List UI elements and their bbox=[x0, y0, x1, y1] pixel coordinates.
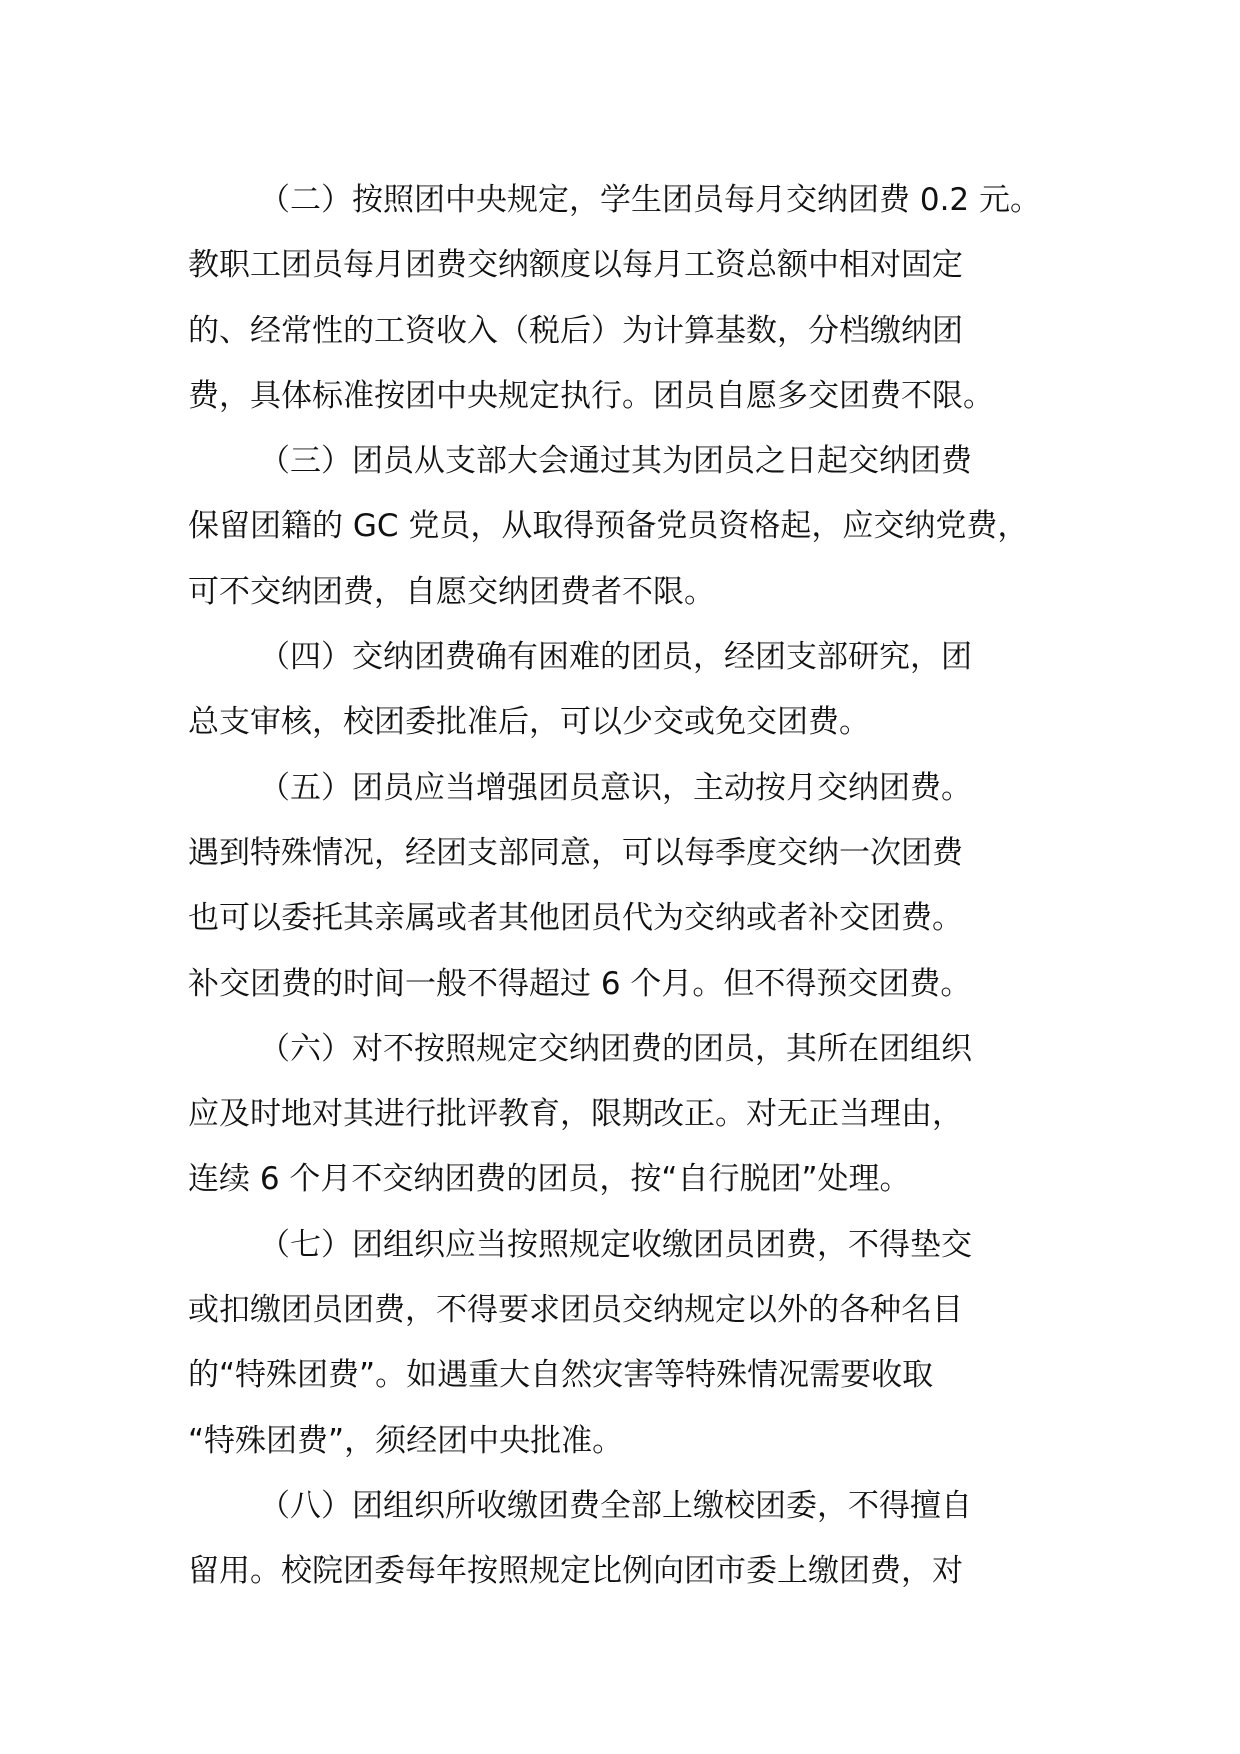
text-line: （七）团组织应当按照规定收缴团员团费，不得垫交 bbox=[259, 1226, 972, 1263]
text-line: 遇到特殊情况，经团支部同意，可以每季度交纳一次团费 bbox=[188, 834, 963, 871]
text-line: “特殊团费”，须经团中央批准。 bbox=[188, 1422, 624, 1459]
text-line: （五）团员应当增强团员意识，主动按月交纳团费。 bbox=[259, 769, 972, 806]
text-line: 的“特殊团费”。如遇重大自然灾害等特殊情况需要收取 bbox=[188, 1357, 934, 1394]
text-line: （六）对不按照规定交纳团费的团员，其所在团组织 bbox=[259, 1030, 972, 1067]
text-line: 的、经常性的工资收入（税后）为计算基数，分档缴纳团 bbox=[188, 312, 963, 349]
text-line: 费，具体标准按团中央规定执行。团员自愿多交团费不限。 bbox=[188, 377, 994, 414]
text-line: （二）按照团中央规定，学生团员每月交纳团费 0.2 元。 bbox=[259, 182, 1042, 218]
body-text bbox=[188, 168, 1088, 1605]
text-line: 或扣缴团员团费，不得要求团员交纳规定以外的各种名目 bbox=[188, 1292, 963, 1329]
text-line: （三）团员从支部大会通过其为团员之日起交纳团费 bbox=[259, 443, 972, 480]
text-line: 留用。校院团委每年按照规定比例向团市委上缴团费，对 bbox=[188, 1553, 963, 1590]
text-line: 连续 6 个月不交纳团费的团员，按“自行脱团”处理。 bbox=[188, 1161, 911, 1198]
text-line: 保留团籍的 GC 党员，从取得预备党员资格起，应交纳党费， bbox=[188, 508, 1029, 545]
text-line: 总支审核，校团委批准后，可以少交或免交团费。 bbox=[188, 704, 870, 741]
text-line: （八）团组织所收缴团费全部上缴校团委，不得擅自 bbox=[259, 1487, 972, 1524]
text-line: 补交团费的时间一般不得超过 6 个月。但不得预交团费。 bbox=[188, 965, 972, 1002]
text-line: （四）交纳团费确有困难的团员，经团支部研究，团 bbox=[259, 639, 972, 676]
text-line: 也可以委托其亲属或者其他团员代为交纳或者补交团费。 bbox=[188, 900, 963, 937]
text-line: 应及时地对其进行批评教育，限期改正。对无正当理由， bbox=[188, 1096, 963, 1133]
text-line: 可不交纳团费，自愿交纳团费者不限。 bbox=[188, 573, 715, 610]
text-line: 教职工团员每月团费交纳额度以每月工资总额中相对固定 bbox=[188, 247, 963, 284]
